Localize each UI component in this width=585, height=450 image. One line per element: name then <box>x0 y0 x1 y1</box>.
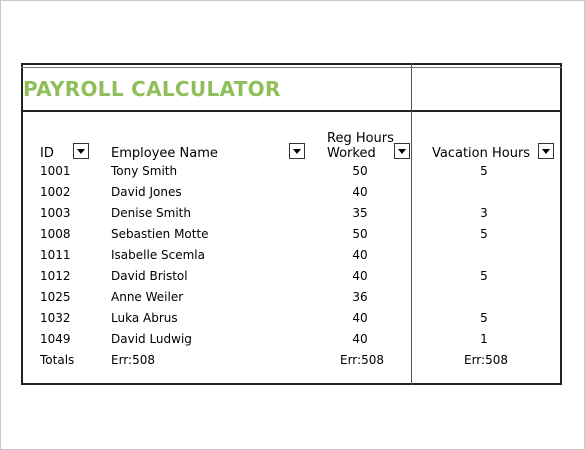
row-reg-hours-cell: 40 <box>352 269 368 283</box>
column-divider <box>411 63 412 385</box>
row-vacation-cell: 5 <box>480 269 488 283</box>
filter-reg-hours-button[interactable] <box>394 143 410 159</box>
row-name-cell: David Bristol <box>111 269 188 283</box>
header-vacation-hours: Vacation Hours <box>432 146 531 161</box>
row-name-cell: David Jones <box>111 185 182 199</box>
totals-vacation: Err:508 <box>464 353 508 367</box>
row-id-cell: 1049 <box>40 332 71 346</box>
title-divider <box>21 110 562 112</box>
row-reg-hours-cell: 36 <box>352 290 368 304</box>
row-name-cell: Isabelle Scemla <box>111 248 205 262</box>
row-name-cell: David Ludwig <box>111 332 192 346</box>
header-id: ID <box>40 146 54 161</box>
totals-label: Totals <box>40 353 75 367</box>
totals-name: Err:508 <box>111 353 155 367</box>
filter-name-button[interactable] <box>289 143 305 159</box>
top-divider <box>21 67 562 68</box>
row-vacation-cell: 1 <box>480 332 488 346</box>
row-vacation-cell: 5 <box>480 164 488 178</box>
dropdown-arrow-icon <box>542 149 550 154</box>
header-reg-hours-line2: Worked <box>327 146 376 161</box>
filter-id-button[interactable] <box>73 143 89 159</box>
row-id-cell: 1025 <box>40 290 71 304</box>
row-name-cell: Denise Smith <box>111 206 191 220</box>
row-reg-hours-cell: 40 <box>352 248 368 262</box>
dropdown-arrow-icon <box>293 149 301 154</box>
row-reg-hours-cell: 50 <box>352 227 368 241</box>
dropdown-arrow-icon <box>77 149 85 154</box>
row-reg-hours-cell: 40 <box>352 185 368 199</box>
totals-reg-hours: Err:508 <box>340 353 384 367</box>
row-reg-hours-cell: 40 <box>352 311 368 325</box>
row-name-cell: Tony Smith <box>111 164 178 178</box>
row-reg-hours-cell: 40 <box>352 332 368 346</box>
dropdown-arrow-icon <box>398 149 406 154</box>
row-id-cell: 1003 <box>40 206 71 220</box>
row-id-cell: 1001 <box>40 164 71 178</box>
row-reg-hours-cell: 50 <box>352 164 368 178</box>
row-id-cell: 1002 <box>40 185 71 199</box>
header-employee-name: Employee Name <box>111 146 218 161</box>
filter-vacation-button[interactable] <box>538 143 554 159</box>
row-id-cell: 1008 <box>40 227 71 241</box>
header-reg-hours-line1: Reg Hours <box>327 131 394 146</box>
row-vacation-cell: 3 <box>480 206 488 220</box>
row-vacation-cell: 5 <box>480 311 488 325</box>
row-reg-hours-cell: 35 <box>352 206 368 220</box>
row-vacation-cell: 5 <box>480 227 488 241</box>
row-id-cell: 1011 <box>40 248 71 262</box>
row-id-cell: 1032 <box>40 311 71 325</box>
page-title: PAYROLL CALCULATOR <box>23 77 281 101</box>
row-name-cell: Luka Abrus <box>111 311 178 325</box>
row-id-cell: 1012 <box>40 269 71 283</box>
row-name-cell: Anne Weiler <box>111 290 184 304</box>
row-name-cell: Sebastien Motte <box>111 227 209 241</box>
